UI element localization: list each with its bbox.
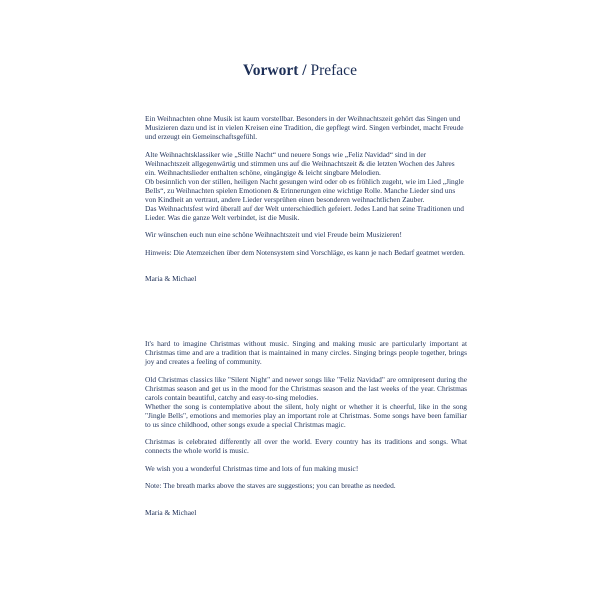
title-separator: / [298, 62, 311, 79]
german-paragraph-2b: Ob besinnlich von der stillen, heiligen Nacht gesungen wird oder ob es fröhlich zugeht, wie im Lied „Jingle Bells“, zu Weihnachten spielen Emotionen & Erinnerungen eine wichtige Rolle. Manche Lieder sind uns von Kindheit an vertraut, andere Lieder versprühen einen besonderen weihnachtlichen Zauber. [145, 176, 464, 204]
german-paragraph-3: Wir wünschen euch nun eine schöne Weihnachtszeit und viel Freude beim Musizieren! [145, 230, 402, 239]
page-title [0, 61, 600, 81]
german-preface [145, 114, 467, 283]
english-preface [145, 339, 467, 517]
german-paragraph-2c: Das Weihnachtsfest wird überall auf der Welt unterschiedlich gefeiert. Jedes Land hat seine Traditionen und Lieder. Was die ganze Welt verbindet, ist die Musik. [145, 203, 464, 222]
german-paragraph-4: Hinweis: Die Atemzeichen über dem Notensystem sind Vorschläge, es kann je nach Bedarf geatmet werden. [145, 247, 465, 257]
german-paragraph-2: Alte Weihnachtsklassiker wie „Stille Nacht“ und neuere Songs wie „Feliz Navidad“ sind in der Weihnachtszeit allgegenwärtig und stimmen uns auf die Weihnachtszeit & die letzten Wochen des Jahres ein. Weihnachtslieder enthalten schöne, eingängige & leicht singbare Melodien. [145, 149, 455, 177]
english-paragraph-2b: Whether the song is contemplative about the silent, holy night or whether it is cheerful, like in the song "Jingle Bells", emotions and memories play an important role at Christmas. Some songs have been familiar to us since childhood, other songs exude a special Christmas magic. [145, 401, 467, 429]
german-paragraph-1: Ein Weihnachten ohne Musik ist kaum vorstellbar. Besonders in der Weihnachtszeit gehört das Singen und Musizieren dazu und ist in vielen Kreisen eine Tradition, die gepflegt wird. Singen verbindet, macht Freude und erzeugt ein Gemeinschaftsgefühl. [145, 114, 464, 141]
english-paragraph-3: Christmas is celebrated differently all over the world. Every country has its traditions and songs. What connects the whole world is music. [145, 437, 467, 455]
title-english: Preface [310, 62, 357, 79]
english-signature: Maria & Michael [145, 507, 197, 517]
german-signature: Maria & Michael [145, 274, 197, 283]
english-paragraph-4: We wish you a wonderful Christmas time and lots of fun making music! [145, 463, 359, 473]
english-paragraph-1: It's hard to imagine Christmas without music. Singing and making music are particularly important at Christmas time and are a tradition that is maintained in many circles. Singing brings people together, brings joy and creates a feeling of community. [145, 339, 467, 366]
english-paragraph-2: Old Christmas classics like "Silent Night" and newer songs like "Feliz Navidad" are omnipresent during the Christmas season and get us in the mood for the Christmas season and the last weeks of the year. Christmas carols contain beautiful, catchy and easy-to-sing melodies. [145, 374, 467, 402]
english-paragraph-5: Note: The breath marks above the staves are suggestions; you can breathe as needed. [145, 481, 396, 490]
title-german: Vorwort [243, 62, 299, 79]
